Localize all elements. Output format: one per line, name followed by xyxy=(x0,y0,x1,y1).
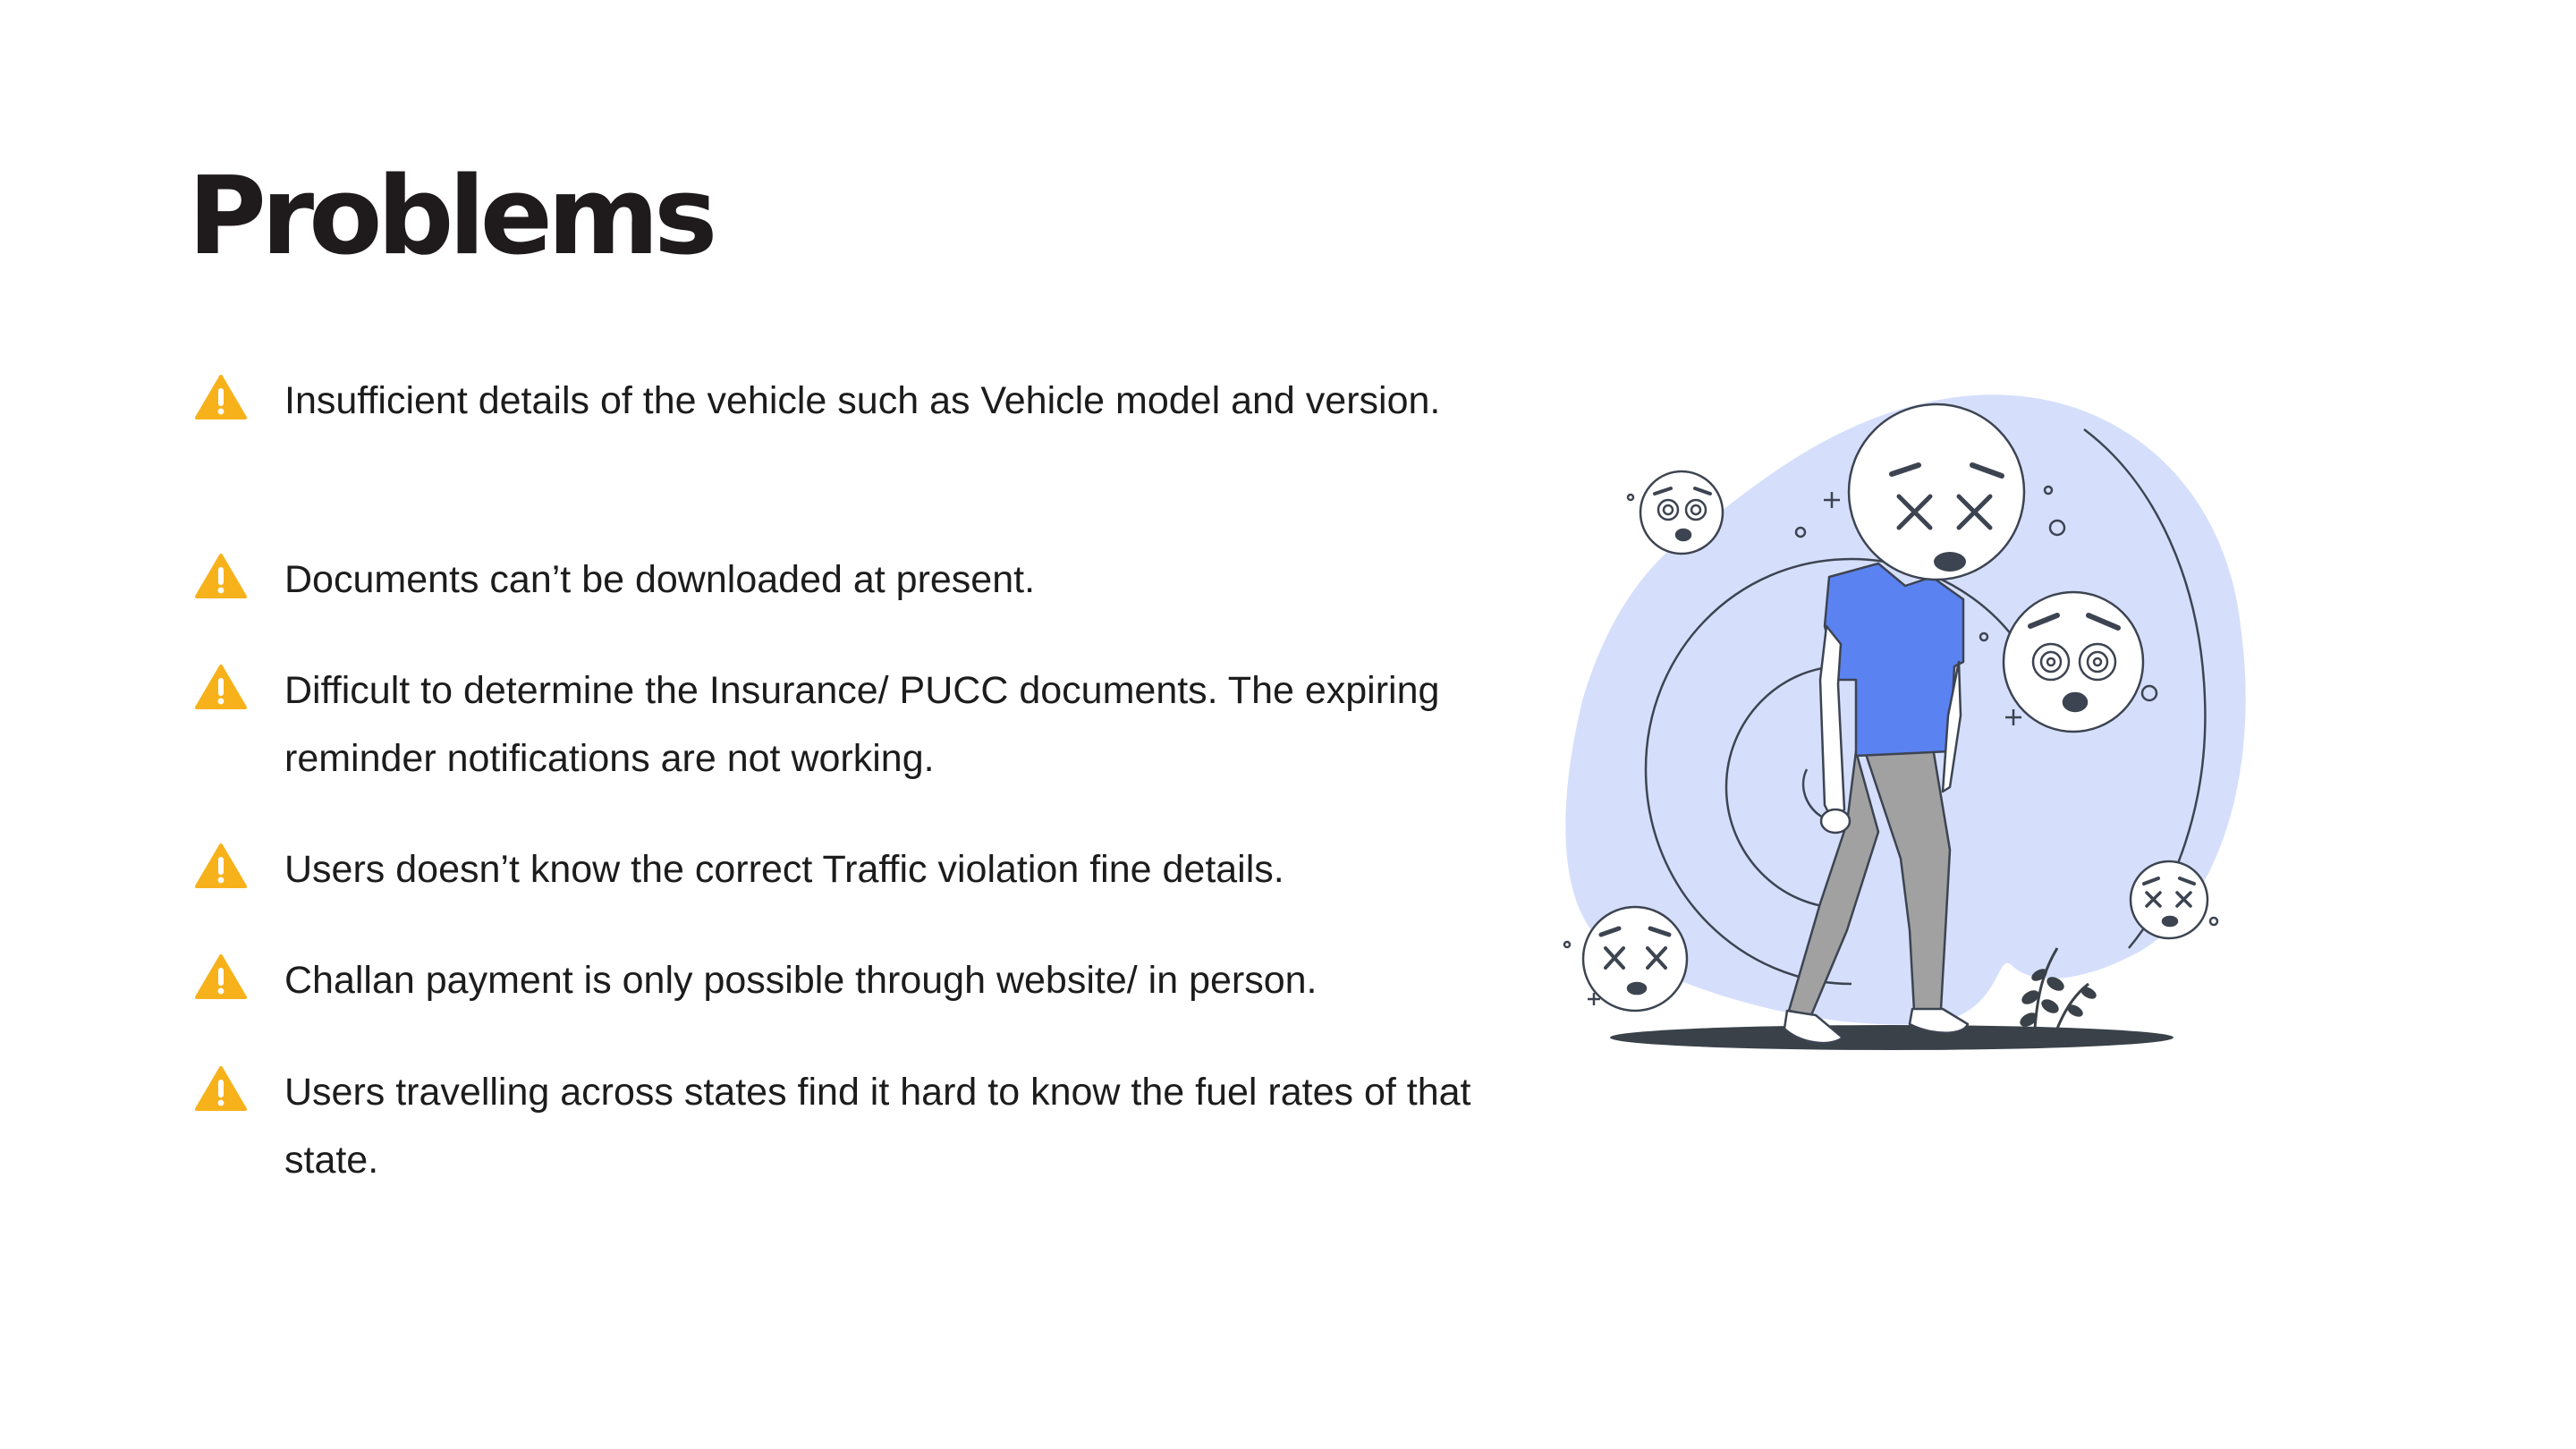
sad-face-icon xyxy=(1583,907,1687,1011)
dizzy-face-icon xyxy=(1640,471,1723,554)
problem-list xyxy=(195,0,1492,1449)
page-title: Problems xyxy=(188,155,713,279)
warning-icon xyxy=(195,553,247,599)
warning-icon xyxy=(195,953,247,1000)
problem-text: Insufficient details of the vehicle such as Vehicle model and version. xyxy=(284,379,1441,422)
warning-icon xyxy=(195,374,247,420)
sad-face-head xyxy=(1849,404,2024,580)
problem-text: Users travelling across states find it hard to know the fuel rates of that state. xyxy=(284,1071,1471,1182)
dizzy-face-icon xyxy=(2004,592,2143,732)
problem-text: Challan payment is only possible through website/ in person. xyxy=(284,959,1318,1002)
ground-shadow xyxy=(1610,1025,2174,1050)
warning-icon xyxy=(195,843,247,889)
problem-text: Difficult to determine the Insurance/ PUCC documents. The expiring reminder notifications are not working. xyxy=(284,669,1440,780)
sad-face-icon xyxy=(2131,861,2207,938)
warning-icon xyxy=(195,664,247,710)
warning-icon xyxy=(195,1065,247,1112)
problem-text: Users doesn’t know the correct Traffic violation fine details. xyxy=(284,848,1284,891)
illustration xyxy=(1521,376,2272,1073)
problem-text: Documents can’t be downloaded at present. xyxy=(284,558,1036,601)
